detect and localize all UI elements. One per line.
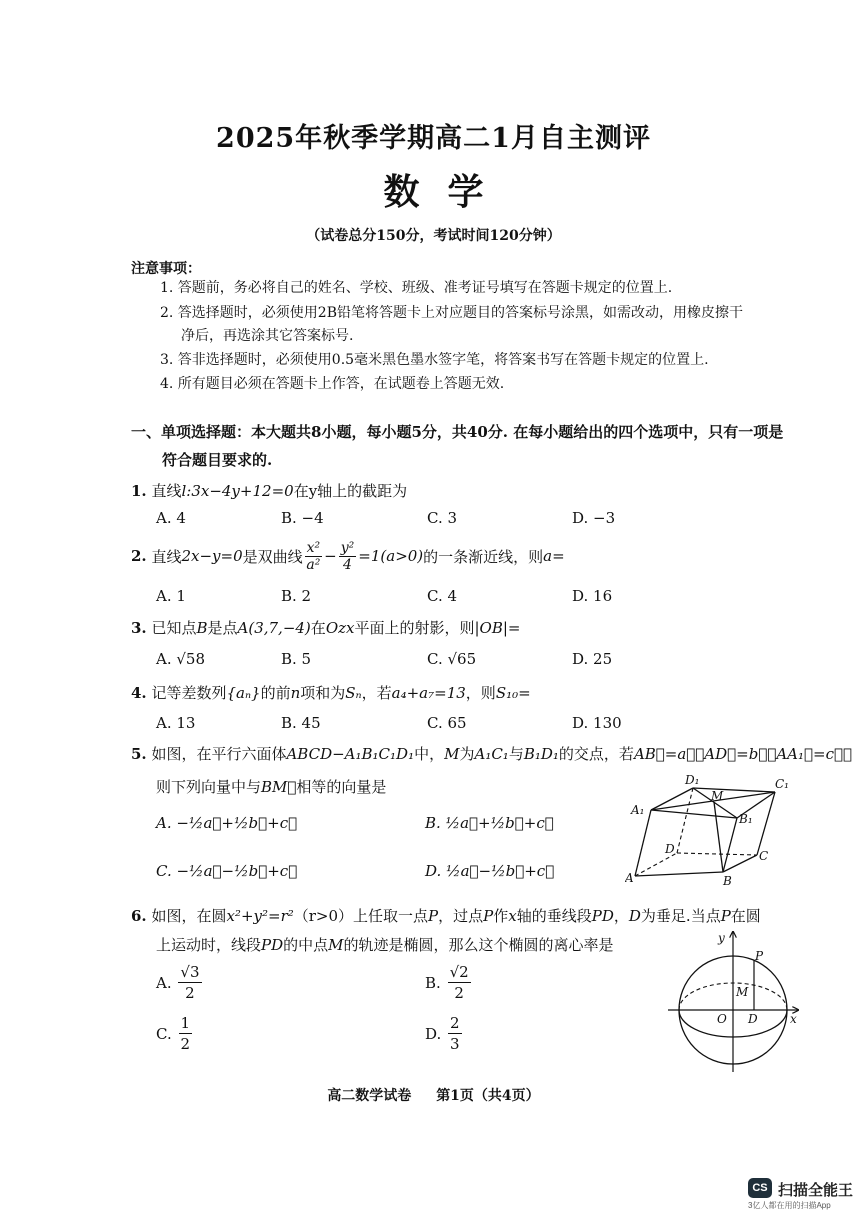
q3-ask: |OB|= <box>474 619 521 637</box>
q6-line2-post: 的轨迹是椭圆，那么这个椭圆的离心率是 <box>343 936 614 954</box>
q1-text-post: 在y轴上的截距为 <box>293 482 408 500</box>
watermark-slogan: 3亿人都在用的扫描App <box>748 1201 831 1210</box>
q2-option-b: B. 2 <box>281 587 312 605</box>
question-5 <box>131 743 852 764</box>
q6-text-tail: 在圆 <box>730 907 761 925</box>
q1-text: 直线 <box>151 482 182 500</box>
q3-text-post: 平面上的射影，则 <box>354 619 475 637</box>
q5-a1c1: A₁C₁ <box>474 745 509 763</box>
q5-vectors: AB⃗=a⃗，AD⃗=b⃗，AA₁⃗=c⃗， <box>633 745 852 763</box>
q6-circle: x²+y²=r² <box>226 907 294 925</box>
q6-line2: 上运动时，线段 <box>156 936 262 954</box>
q1-option-a: A. 4 <box>156 509 186 527</box>
section-heading-cont: 符合题目要求的. <box>162 451 273 469</box>
q5-line2: 则下列向量中与 <box>156 778 262 796</box>
q5-solid: ABCD−A₁B₁C₁D₁ <box>286 745 415 763</box>
q5-text-mid2: 为 <box>459 745 475 763</box>
q6-option-d: D. $\frac{2}{3}$ <box>425 1014 460 1053</box>
label-c1: C₁ <box>775 777 789 791</box>
notice-item-1: 1. 答题前，务必将自己的姓名、学校、班级、准考证号填写在答题卡规定的位置上. <box>160 280 673 296</box>
q3-point-a: A(3,7,−4) <box>237 619 311 637</box>
q6-p: P <box>428 907 439 925</box>
q3-point-b: B <box>196 619 208 637</box>
subject-title: 数学 <box>383 171 512 213</box>
q6-option-c: C. $\frac{1}{2}$ <box>156 1014 191 1053</box>
q6-text-post: 为垂足.当点 <box>640 907 721 925</box>
label-d: D <box>665 842 675 856</box>
q4-text-mid2: 项和为 <box>300 684 346 702</box>
q4-option-b: B. 45 <box>281 714 321 732</box>
q2-option-c: C. 4 <box>427 587 458 605</box>
q5-option-c: C. −½a⃗−½b⃗+c⃗ <box>156 862 298 880</box>
q6-text-mid4: 轴的垂线段 <box>516 907 592 925</box>
q5-m: M <box>444 745 460 763</box>
q3-option-d: D. 25 <box>572 650 613 668</box>
parallelepiped-figure <box>625 770 800 890</box>
q6-text-mid2: ，过点 <box>438 907 484 925</box>
q4-text-post: ，则 <box>465 684 496 702</box>
q6-m: M <box>328 936 344 954</box>
q4-text-mid3: ，若 <box>361 684 392 702</box>
question-2: 2. 直线 2x−y=0 是双曲线 $\frac{\text{x²}}{\text{a²}}$ − $\frac{\text{y²}}{4}$ =1(a>0) 的一条渐近线，则 a= <box>131 539 565 573</box>
notice-item-2-cont: 净后，再选涂其它答案标号. <box>181 328 354 344</box>
q3-text-mid: 是点 <box>207 619 238 637</box>
q5-option-d: D. ½a⃗−½b⃗+c⃗ <box>425 862 555 880</box>
solid-edges <box>635 788 775 876</box>
q6-pd2: PD <box>261 936 284 954</box>
q1-option-d: D. −3 <box>572 509 616 527</box>
q6-text-mid3: 作 <box>493 907 509 925</box>
notice-item-4: 4. 所有题目必须在答题卡上作答，在试题卷上答题无效. <box>160 376 505 392</box>
q6-text-mid5: ， <box>613 907 629 925</box>
footer-page-number: 第1页（共4页） <box>436 1088 540 1104</box>
q1-option-b: B. −4 <box>281 509 324 527</box>
q2-text: 直线 <box>151 547 182 566</box>
question-number: 5. <box>131 745 147 763</box>
label-d: D <box>748 1012 758 1026</box>
label-a1: A₁ <box>631 803 645 817</box>
label-p: P <box>755 949 764 963</box>
q4-sn: Sₙ <box>345 684 362 702</box>
label-b1: B₁ <box>739 812 753 826</box>
q5-text-mid: 中， <box>414 745 445 763</box>
question-number: 3. <box>131 619 147 637</box>
label-c: C <box>759 849 769 863</box>
question-6 <box>131 905 761 926</box>
question-1 <box>131 480 407 501</box>
q2-text-post: 的一条渐近线，则 <box>423 547 544 566</box>
q6-p3: P <box>720 907 731 925</box>
q3-text-mid2: 在 <box>310 619 326 637</box>
q3-option-b: B. 5 <box>281 650 312 668</box>
q6-text-mid: （r>0）上任取一点 <box>293 907 429 925</box>
q4-option-c: C. 65 <box>427 714 467 732</box>
q4-ask: S₁₀= <box>495 684 531 702</box>
q3-option-c: C. √65 <box>427 650 477 668</box>
q6-option-a: A. $\frac{√3}{2}$ <box>156 963 200 1002</box>
q6-x: x <box>508 907 517 925</box>
q4-option-a: A. 13 <box>156 714 196 732</box>
q6-pd: PD <box>591 907 614 925</box>
q2-line-equation: 2x−y=0 <box>181 547 243 565</box>
section-heading: 一、单项选择题：本大题共8小题，每小题5分，共40分. 在每小题给出的四个选项中，只有一项是 <box>131 423 784 441</box>
label-m: M <box>736 985 749 999</box>
label-d1: D₁ <box>685 773 700 787</box>
question-5-cont <box>156 776 386 797</box>
q2-equation-rhs: =1(a>0) <box>358 547 424 565</box>
circle-ellipse-figure <box>660 926 810 1076</box>
question-4 <box>131 682 531 703</box>
question-6-cont <box>156 934 614 955</box>
hidden-edges <box>635 788 757 876</box>
q2-ask: a= <box>543 547 565 565</box>
q4-option-d: D. 130 <box>572 714 622 732</box>
label-a: A <box>625 871 634 885</box>
q4-condition: a₄+a₇=13 <box>391 684 466 702</box>
label-o: O <box>717 1012 727 1026</box>
q3-plane: Ozx <box>325 619 355 637</box>
q6-option-b: B. $\frac{√2}{2}$ <box>425 963 469 1002</box>
q4-text-mid: 的前 <box>260 684 291 702</box>
q2-fraction-y: $\frac{\text{y²}}{4}$ <box>340 539 355 573</box>
q6-p2: P <box>483 907 494 925</box>
q2-text-mid: 是双曲线 <box>242 547 303 566</box>
q5-text-mid4: 的交点，若 <box>558 745 634 763</box>
question-number: 4. <box>131 684 147 702</box>
question-number: 6. <box>131 907 147 925</box>
notice-heading: 注意事项： <box>131 261 201 277</box>
exam-title: 2025年秋季学期高二1月自主测评 <box>216 123 651 154</box>
q1-option-c: C. 3 <box>427 509 458 527</box>
notice-item-2: 2. 答选择题时，必须使用2B铅笔将答题卡上对应题目的答案标号涂黑，如需改动，用橡皮擦干 <box>160 305 744 321</box>
q2-option-d: D. 16 <box>572 587 613 605</box>
q4-n: n <box>290 684 301 702</box>
label-y: y <box>718 931 725 945</box>
q5-line2-post: 相等的向量是 <box>296 778 387 796</box>
q3-text: 已知点 <box>151 619 197 637</box>
q4-sequence: {aₙ} <box>226 684 261 702</box>
exam-info: （试卷总分150分，考试时间120分钟） <box>306 228 561 244</box>
q6-d: D <box>628 907 641 925</box>
q2-option-a: A. 1 <box>156 587 186 605</box>
q6-line2-mid: 的中点 <box>283 936 329 954</box>
q5-option-b: B. ½a⃗+½b⃗+c⃗ <box>425 814 554 832</box>
q4-text: 记等差数列 <box>151 684 227 702</box>
cs-logo-icon: CS <box>748 1178 772 1198</box>
question-3 <box>131 617 521 638</box>
label-x: x <box>790 1012 797 1026</box>
q5-text: 如图，在平行六面体 <box>151 745 287 763</box>
label-b: B <box>723 874 732 888</box>
q5-bm: BM⃗ <box>261 778 297 796</box>
q3-option-a: A. √58 <box>156 650 206 668</box>
q5-b1d1: B₁D₁ <box>523 745 559 763</box>
label-m: M <box>711 789 724 803</box>
q6-text: 如图，在圆 <box>151 907 227 925</box>
q5-text-mid3: 与 <box>508 745 524 763</box>
question-number: 1. <box>131 482 147 500</box>
q5-option-a: A. −½a⃗+½b⃗+c⃗ <box>156 814 298 832</box>
footer-exam-name: 高二数学试卷 <box>327 1088 412 1104</box>
q1-equation: l:3x−4y+12=0 <box>181 482 294 500</box>
question-number: 2. <box>131 547 147 565</box>
watermark-app-name: 扫描全能王 <box>778 1182 854 1199</box>
page-footer <box>0 1085 867 1105</box>
notice-item-3: 3. 答非选择题时，必须使用0.5毫米黑色墨水签字笔，将答案书写在答题卡规定的位置上. <box>160 352 709 368</box>
q2-fraction-x: $\frac{\text{x²}}{\text{a²}}$ <box>306 539 321 573</box>
